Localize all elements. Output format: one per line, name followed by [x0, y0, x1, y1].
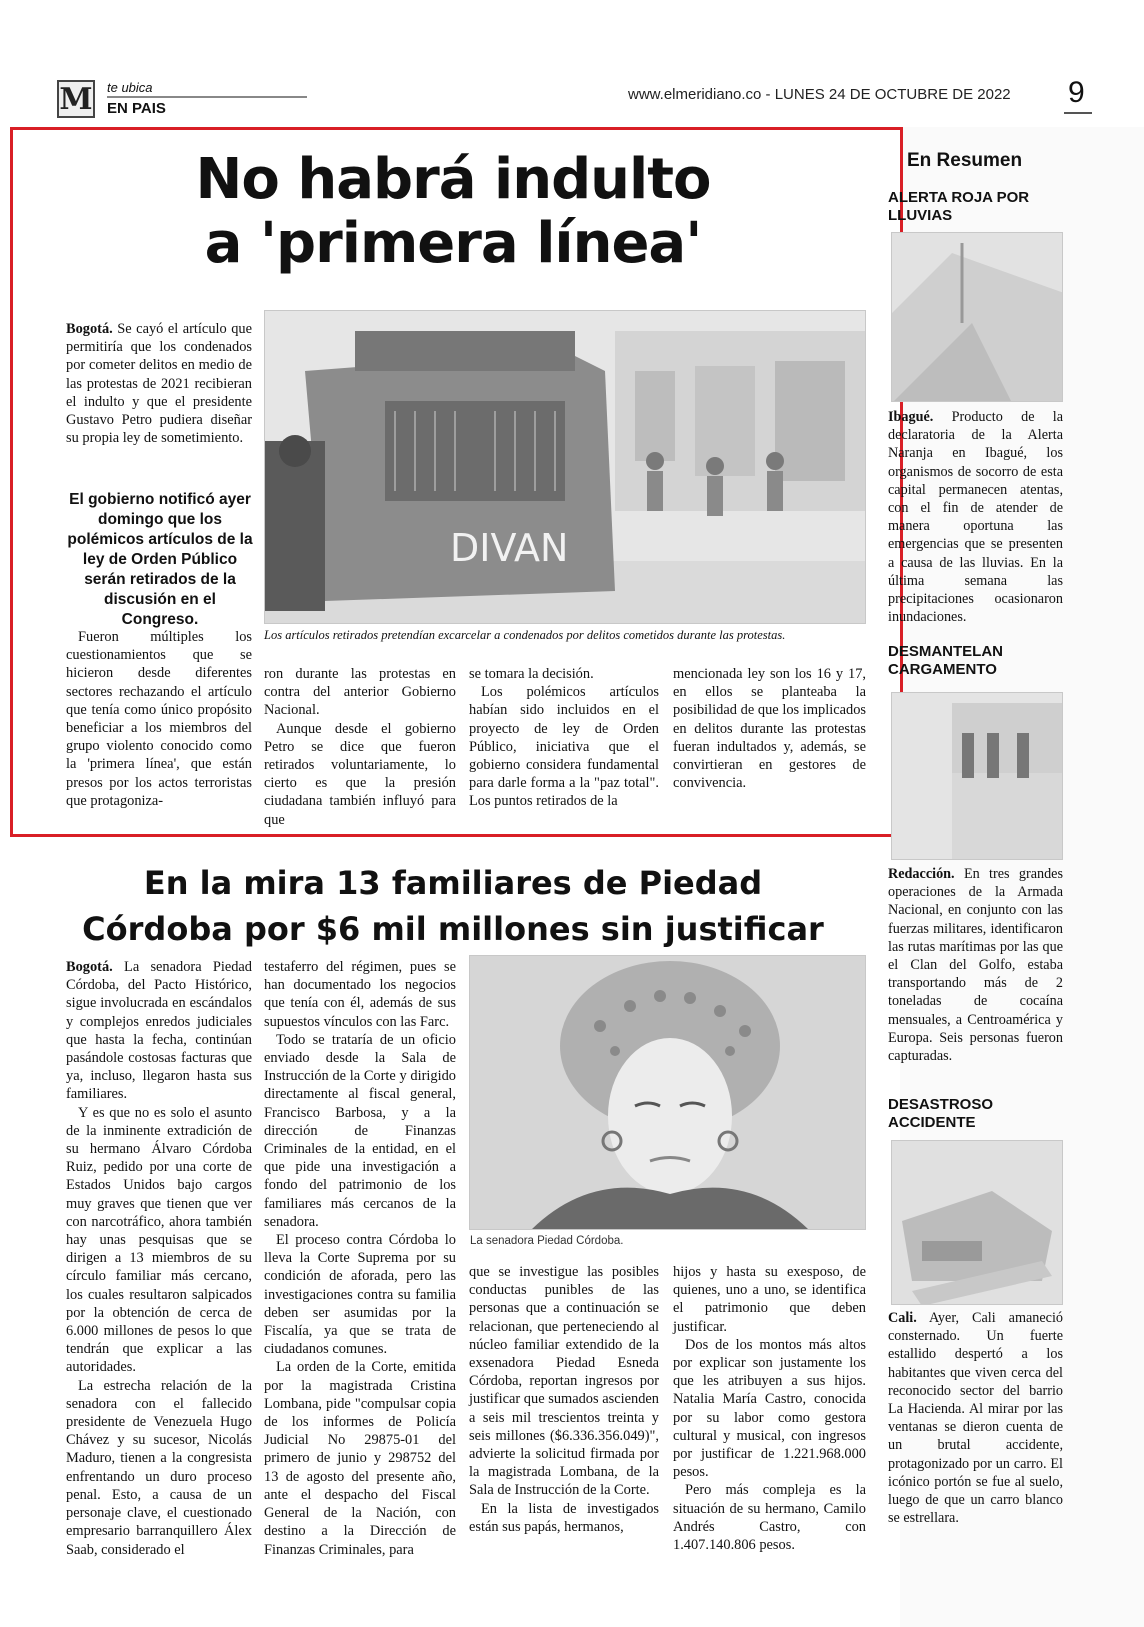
story1-lead-column: [66, 320, 252, 447]
story1-headline-line2: a 'primera línea': [204, 211, 702, 276]
flood-street-illustration: [892, 233, 1063, 402]
story1-lead-text: Se cayó el artículo que permitiría que los condenados por cometer delitos en medio de las protestas de 2021 recibieran el indulto y que el presidente Gustavo Petro pudiera diseñar su propia ley de sometimiento.: [66, 321, 252, 447]
section-kicker: te ubica: [107, 80, 153, 95]
story1-column-3: [469, 665, 659, 811]
story2-column-3: [469, 1263, 659, 1536]
armored-truck-illustration: [265, 311, 866, 624]
sidebar-item1-place: Ibagué.: [888, 409, 934, 425]
story1-lead-place: Bogotá.: [66, 321, 113, 337]
newspaper-logo: M: [57, 80, 95, 118]
sidebar-item3-photo: [891, 1140, 1063, 1305]
sidebar-item3-text: Ayer, Cali amaneció consternado. Un fuerte estallido despertó a los habitantes que viven cerca del reconocido sector del barrio La Hacienda. Al mirar por las ventanas se dieron cuenta de un brutal accidente, protagonizado por un carro. El icónico portón se fue al suelo, luego de que un carro blanco se estrellara.: [888, 1310, 1063, 1527]
story2-headline: [20, 860, 886, 952]
story1-col1-paragraph: Fueron múltiples los cuestionamientos que se hicieron desde diferentes sectores rechazando el artículo que tenía como único propósito beneficiar a los miembros del grupo violento conocido como la 'primera línea', que están presos por los actos terroristas que protagoniza-: [66, 629, 252, 809]
story2-photo-caption: La senadora Piedad Córdoba.: [470, 1235, 624, 1247]
story1-photo-caption: Los artículos retirados pretendían excarcelar a condenados por delitos cometidos durante las protestas.: [264, 628, 786, 642]
story1-col2-paragraph-2: Aunque desde el gobierno Petro se dice que fueron retirados voluntariamente, lo cierto es que la presión ciudadana también influyó para que: [264, 720, 456, 828]
story2-column-2: [264, 958, 456, 1559]
story2-col1-paragraph-2: Y es que no es solo el asunto de la inminente extradición de su hermano Álvaro Córdoba Ruiz, pedido por una corte de Estados Unidos bajo cargos muy graves que tienen que ver con narcotráfico, ahora también hay unas pesquisas que se dirigen a 13 miembros de su círculo familiar más cercano, los cuales resultaron salpicados por la obtención de cerca de 6.000 millones de pesos lo que tendrán que explicar a las autoridades.: [66, 1104, 252, 1376]
story1-photo: [264, 310, 866, 624]
story2-column-1: [66, 958, 252, 1559]
story2-headline-line2: Córdoba por $6 mil millones sin justificar: [82, 910, 824, 948]
story2-col2-paragraph-2: Todo se trataría de un oficio enviado desde la Sala de Instrucción de la Corte y dirigido directamente al fiscal general, Francisco Barbosa, y a la dirección de Finanzas Criminales de la entidad, en el que pide una investigación a fondo del patrimonio de los familiares más cercanos de la senadora.: [264, 1031, 456, 1230]
sidebar-item2-body: [888, 865, 1063, 1065]
story2-col4-paragraph-1: hijos y hasta su exesposo, de quienes, uno a uno, se identifica el patrimonio que deben justificar.: [673, 1264, 866, 1335]
seized-cargo-illustration: [892, 693, 1063, 860]
story2-col3-paragraph-1: que se investigue las posibles conductas punibles de las personas que a continuación se relacionan, que perteneciendo al núcleo familiar extendido de la exsenadora Piedad Esneda Córdoba, reportan ingresos por justificar que sumados ascienden a seis mil trescientos treinta y seis millones ($6.336.356.049)", advierte la solicitud firmada por la magistrada Lombana, de la Sala de Instrucción de la Corte.: [469, 1264, 659, 1499]
story1-column-2: [264, 665, 456, 829]
section-rule: [107, 96, 307, 98]
sidebar-item2-text: En tres grandes operaciones de la Armada Nacional, en conjunto con las fuerzas militares, identificaron las rutas marítimas por las que el Clan del Golfo, estaba transportando más de 2 toneladas de cocaína mensuales, a Centroamérica y Europa. Seis personas fueron capturadas.: [888, 866, 1063, 1065]
sidebar-item3-body: [888, 1309, 1063, 1527]
portrait-illustration: [470, 956, 866, 1230]
section-name: EN PAIS: [107, 100, 166, 117]
story2-col4-paragraph-2: Dos de los montos más altos por explicar son justamente los que les atribuyen a sus hijos. Natalia María Castro, conocida por su labor como gestora cultural y musical, con ingresos por justificar de 1.221.968.000 pesos.: [673, 1336, 866, 1481]
sidebar-item1-head: ALERTA ROJA POR LLUVIAS: [888, 189, 1030, 224]
sidebar-item1-photo: [891, 232, 1063, 402]
story2-col1-paragraph-1: La senadora Piedad Córdoba, del Pacto Histórico, sigue involucrada en escándalos y complejos enredos judiciales que hasta la fecha, continúan pasándole costosas facturas que ya, incluso, llegaron hasta sus familiares.: [66, 959, 252, 1103]
sidebar-item3-place: Cali.: [888, 1310, 917, 1326]
story1-headline: [20, 148, 886, 276]
story1-column-1: [66, 628, 252, 810]
sidebar-item2-place: Redacción.: [888, 866, 955, 882]
story1-col2-paragraph-1: ron durante las protestas en contra del anterior Gobierno Nacional.: [264, 666, 456, 719]
story2-col1-paragraph-3: La estrecha relación de la senadora con el fallecido presidente de Venezuela Hugo Chávez y su sucesor, Nicolás Maduro, tienen a la congresista enfrentando un duro proceso penal. Esto, a causa de un personaje clave, el cuestionado empresario barranquillero Álex Saab, considerado el: [66, 1377, 252, 1558]
story2-lead-place: Bogotá.: [66, 959, 113, 975]
story1-pull-quote: El gobierno notificó ayer domingo que los polémicos artículos de la ley de Orden Público serán retirados de la discusión en el Congreso.: [67, 491, 253, 628]
story2-column-4: [673, 1263, 866, 1554]
page-number-rule: [1064, 112, 1092, 114]
story2-col2-paragraph-1: testaferro del régimen, pues se han documentado los negocios que tenía con él, además de sus supuestos vínculos con las Farc.: [264, 959, 456, 1030]
story1-col3-paragraph-1: se tomara la decisión.: [469, 666, 594, 682]
page-number: 9: [1068, 76, 1085, 109]
sidebar-item1-text: Producto de la declaratoria de la Alerta Naranja en Ibagué, los organismos de socorro de esta capital permanecen atentas, con el fin de atender de manera oportuna las emergencias que se presenten a causa de las lluvias. En la última semana las precipitaciones ocasionaron inundaciones.: [888, 409, 1063, 626]
story2-headline-line1: En la mira 13 familiares de Piedad: [143, 864, 763, 902]
story2-col2-paragraph-4: La orden de la Corte, emitida por la magistrada Cristina Lombana, pide "compulsar copia de los informes de Policía Judicial No 29875-01 del primero de junio y 298752 del 13 de agosto del presente año, ante el despacho del Fiscal General de la Nación, con destino a la Dirección de Finanzas Criminales, para: [264, 1359, 456, 1558]
graffiti-text: DIVAN: [450, 526, 569, 570]
crashed-car-illustration: [892, 1141, 1063, 1305]
sidebar-item2-photo: [891, 692, 1063, 860]
sidebar-item3-head: DESASTROSO ACCIDENTE: [888, 1096, 994, 1131]
story2-col3-paragraph-2: En la lista de investigados están sus papás, hermanos,: [469, 1500, 659, 1535]
sidebar-title: En Resumen: [907, 150, 1023, 171]
story2-col2-paragraph-3: El proceso contra Córdoba lo lleva la Corte Suprema por su condición de aforada, pero las investigaciones contra su familia deben ser asumidas por la Fiscalía, ya que se trata de ciudadanos comunes.: [264, 1232, 456, 1358]
story2-col4-paragraph-3: Pero más compleja es la situación de su hermano, Camilo Andrés Castro, con 1.407.140.806 pesos.: [673, 1482, 866, 1554]
sidebar-item1-body: [888, 408, 1063, 626]
story1-col4-paragraph: mencionada ley son los 16 y 17, en ellos se planteaba la posibilidad de que los implicados en delitos durante las protestas fueran indultados y, además, se convirtieran en gestores de convivencia.: [673, 666, 866, 792]
sidebar-item2-head: DESMANTELAN CARGAMENTO: [888, 643, 1003, 678]
story2-photo: [469, 955, 866, 1230]
story1-col3-paragraph-2: Los polémicos artículos habían sido incluidos en el proyecto de ley de Orden Público, iniciativa que el gobierno considera fundamental para darle forma a la "paz total". Los puntos retirados de la: [469, 684, 659, 810]
story1-headline-line1: No habrá indulto: [195, 147, 711, 212]
dateline: www.elmeridiano.co - LUNES 24 DE OCTUBRE DE 2022: [628, 86, 1011, 103]
story1-column-4: [673, 665, 866, 792]
